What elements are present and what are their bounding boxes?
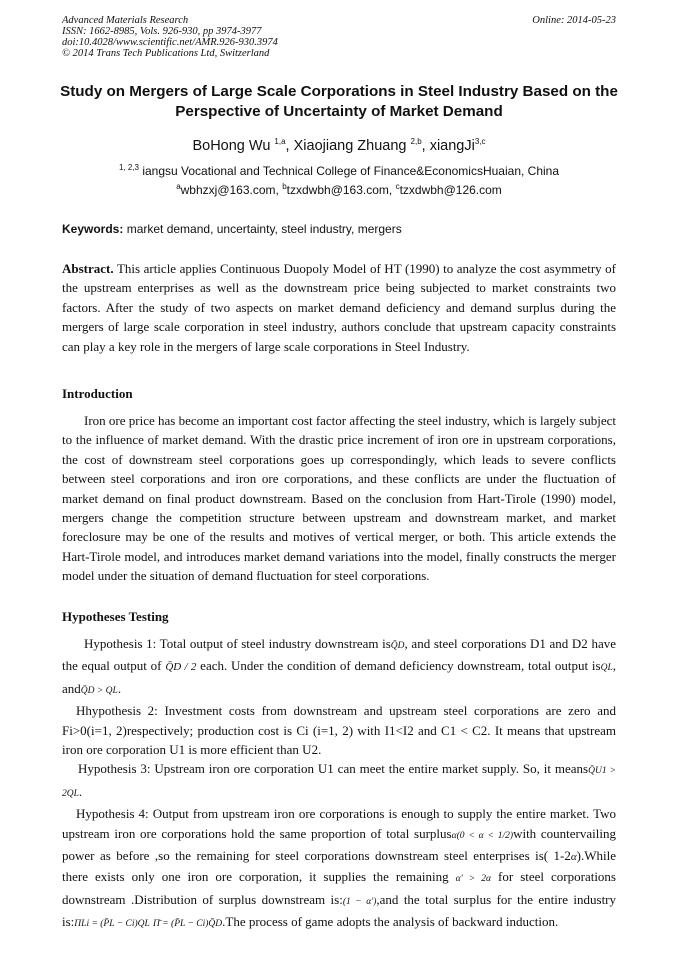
author-affiliation-mark: 1,a [274,137,286,147]
math-inline: (1 − α') [342,896,377,907]
math-inline: ΠLi = (P̄L − Ci)QL [74,919,150,930]
email-list [0,183,678,197]
math-inline: Q̄U1 > 2QL [62,766,616,799]
abstract [62,259,616,356]
text-run: , and [62,658,617,696]
text-run: .The process of game adopts the analysis of backward induction. [222,914,559,930]
affiliation-text: iangsu Vocational and Technical College of Finance&EconomicsHuaian, China [142,164,560,178]
keywords-label: Keywords: [62,222,124,236]
math-inline: Q̄D [390,641,405,651]
math-inline: Π̄ = (P̄L − Ci)Q̄D [153,919,223,930]
text-run: Hypothesis 3: Upstream iron ore corporation U1 can meet the entire market supply. So, it means [78,761,589,777]
hypotheses-body [62,634,616,935]
email-mark: c [395,182,400,191]
introduction-paragraph: Iron ore price has become an important cost factor affecting the steel industry, which is largely subject to the influence of market demand. With the drastic price increment of iron ore in upstream corporations, the cost of downstream steel corporations goes up correspondingly, which leads to severe conflicts between steel corporations and iron ore corporations, and these conflicts are under the fluctuation of market demand on final product downstream. Based on the conclusion from Hart-Tirole (1990) model, mergers change the competition structure between upstream and downstream market, and market foreclosure may be one of the results and motives of vertical merger, or both. This article extends the Hart-Tirole model, and introduces market demand variations into the model, finally constructs the merger model under the situation of demand fluctuation for steel corporations. [62,413,616,584]
abstract-label: Abstract. [62,261,114,276]
affiliation [0,164,678,178]
text-run: each. Under the condition of demand deficiency downstream, total output is [200,658,601,674]
math-inline: α [570,851,577,864]
author-name: BoHong Wu [192,138,271,154]
journal-header [62,15,616,59]
author-affiliation-mark: 3,c [474,137,486,147]
journal-name: Advanced Materials Research [62,15,189,26]
section-heading-introduction: Introduction [62,386,133,401]
online-date: Online: 2014-05-23 [532,15,616,26]
email-address[interactable]: wbhzxj@163.com, [180,183,279,197]
hypothesis-2: Hhypothesis 2: Investment costs from downstream and upstream steel corporations are zero and Fi>0(i=1, 2)respectively; production cost is Ci (i=1, 2) with I1<I2 and C1 < C2. It means that upstream iron ore corporation U1 is more efficient than U2. [62,703,616,758]
keywords-text: market demand, uncertainty, steel industry, mergers [126,222,402,236]
math-inline: α' > 2α [455,874,492,885]
doi-line: doi:10.4028/www.scientific.net/AMR.926-930.3974 [62,37,278,48]
affiliation-mark: 1, 2,3 [118,163,139,172]
paper-title: Study on Mergers of Large Scale Corporations in Steel Industry Based on the Perspective of Uncertainty of Market Demand [60,83,618,120]
author-name: Xiaojiang Zhuang [293,138,407,154]
text-run: Hypothesis 4: Output from upstream iron ore corporations is enough to supply the entire market. Two upstream iron ore corporations hold the same proportion of total surplus [62,806,616,841]
text-run: . [117,680,122,696]
text-run: . [78,783,83,799]
text-run: for steel corporations downstream .Distribution of surplus downstream is: [62,869,616,907]
email-mark: b [282,182,287,191]
math-inline: Q̄D / 2 [165,661,197,674]
abstract-text: This article applies Continuous Duopoly Model of HT (1990) to analyze the cost asymmetry of the upstream enterprises as well as the downstream price being subjected to market constraints two factors. After the study of two aspects on market demand deficiency and demand surplus during the mergers of large scale corporation in steel industry, authors conclude that upstream capacity constraints can play a key role in the mergers of large scale corporations in Steel Industry. [62,261,617,354]
email-address[interactable]: tzxdwbh@163.com, [286,183,393,197]
copyright-line: © 2014 Trans Tech Publications Ltd, Switzerland [62,48,270,59]
author-affiliation-mark: 2,b [410,137,422,147]
text-run: ,and the total surplus for the entire industry is: [62,891,617,930]
hypothesis-4 [62,804,616,934]
author-name: xiangJi [429,138,475,154]
section-heading-hypotheses: Hypotheses Testing [62,609,169,624]
math-inline: QL [600,663,613,674]
math-inline: Q̄D > QL [80,685,118,696]
text-run: , and steel corporations D1 and D2 have the equal output of [62,636,616,674]
math-inline: α(0 < α < 1/2) [451,830,514,841]
email-address[interactable]: tzxdwbh@126.com [399,183,502,197]
text-run: ).While there exists only one iron ore corporation, it supplies the remaining [62,848,616,885]
keywords [62,222,616,236]
issn-line: ISSN: 1662-8985, Vols. 926-930, pp 3974-3977 [62,26,262,37]
text-run: with countervailing power as before ,so the remaining for steel corporations downstream steel enterprises is( 1-2 [62,825,616,864]
email-mark: a [176,182,181,191]
text-run: Hypothesis 1: Total output of steel industry downstream is [84,636,391,651]
hypothesis-3 [62,759,616,804]
hypothesis-1 [62,634,616,701]
author-list: BoHong Wu $^{1,a}$, Xiaojiang Zhuang $^{2,b}$, xiangJi$^{3,c}$ [192,137,486,154]
